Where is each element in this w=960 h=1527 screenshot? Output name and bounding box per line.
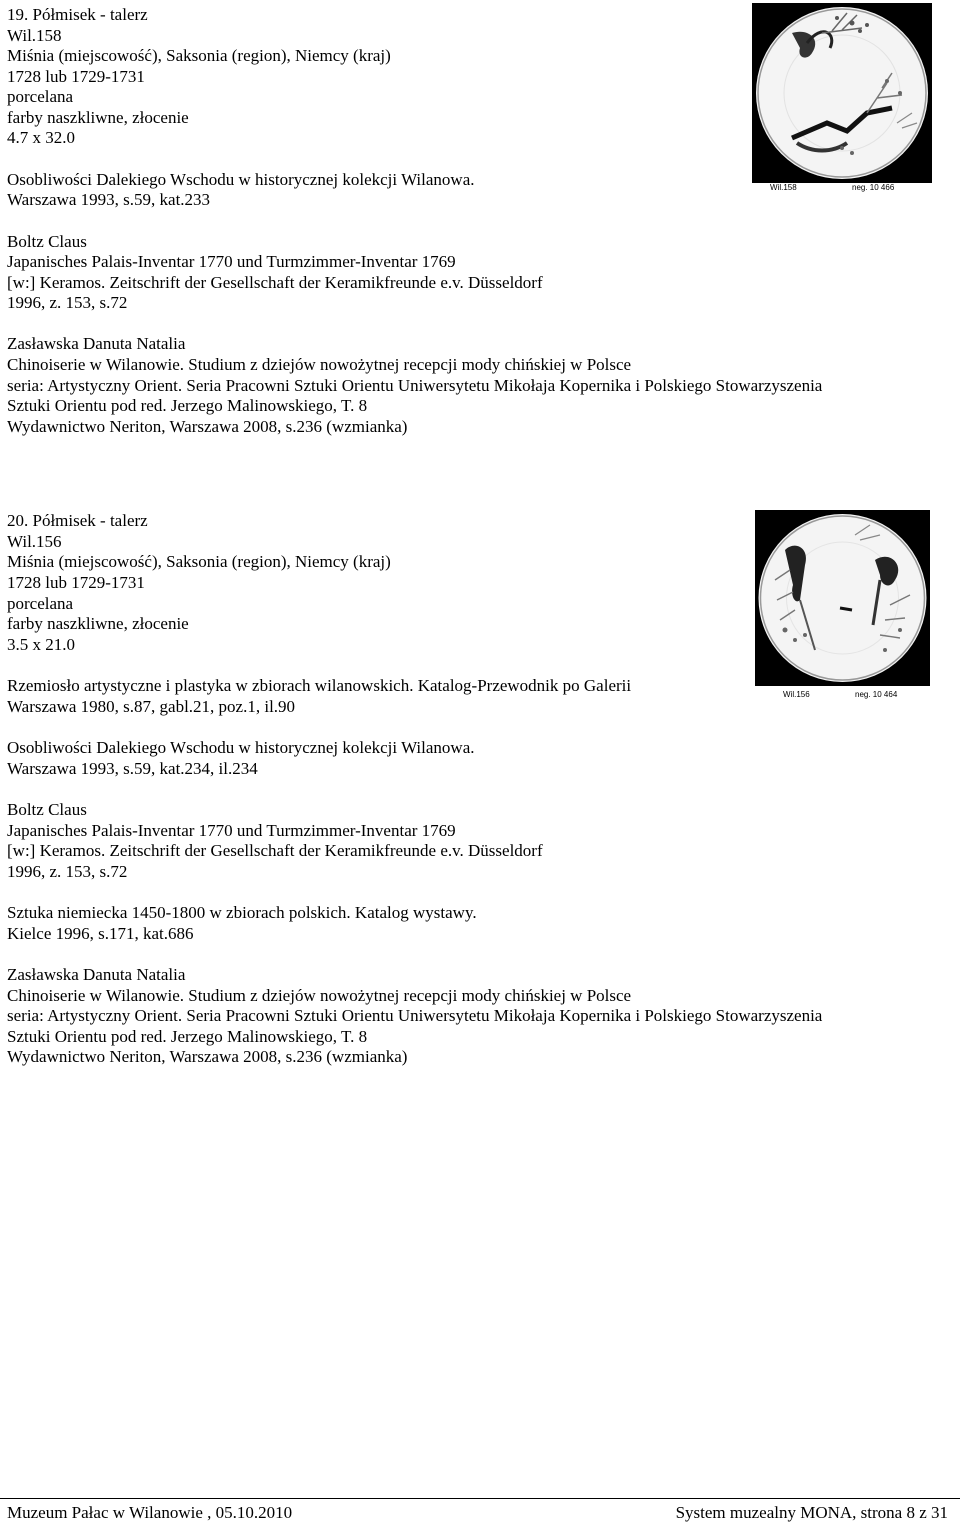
bibliography-line: seria: Artystyczny Orient. Seria Pracowni Sztuki Orientu Uniwersytetu Mikołaja Kopernika i Polskiego Stowarzyszenia — [7, 1006, 823, 1025]
photo-negative-label: neg. 10 464 — [855, 690, 898, 699]
bibliography-line: seria: Artystyczny Orient. Seria Pracowni Sztuki Orientu Uniwersytetu Mikołaja Kopernika i Polskiego Stowarzyszenia — [7, 376, 823, 395]
footer-divider — [0, 1498, 960, 1499]
footer-right: System muzealny MONA, strona 8 z 31 — [675, 1503, 948, 1522]
bibliography-line: Sztuka niemiecka 1450-1800 w zbiorach polskich. Katalog wystawy. — [7, 903, 477, 922]
bibliography-line: Zasławska Danuta Natalia — [7, 965, 186, 984]
bibliography-line: Chinoiserie w Wilanowie. Studium z dziejów nowożytnej recepcji mody chińskiej w Polsce — [7, 355, 632, 374]
bibliography-line: Zasławska Danuta Natalia — [7, 334, 186, 353]
plate-image — [755, 510, 930, 686]
bibliography-line: Wydawnictwo Neriton, Warszawa 2008, s.236 (wzmianka) — [7, 1047, 408, 1066]
material: porcelana — [7, 87, 74, 106]
place-of-origin: Miśnia (miejscowość), Saksonia (region), Niemcy (kraj) — [7, 552, 391, 571]
entry-title: 19. Półmisek - talerz — [7, 5, 148, 24]
bibliography-line: [w:] Keramos. Zeitschrift der Gesellschaft der Keramikfreunde e.v. Düsseldorf — [7, 273, 543, 292]
bibliography-line: Warszawa 1980, s.87, gabl.21, poz.1, il.90 — [7, 697, 296, 716]
material: porcelana — [7, 594, 74, 613]
bibliography-line: Chinoiserie w Wilanowie. Studium z dziejów nowożytnej recepcji mody chińskiej w Polsce — [7, 986, 632, 1005]
bibliography-line: Sztuki Orientu pod red. Jerzego Malinowskiego, T. 8 — [7, 1027, 368, 1046]
dating: 1728 lub 1729-1731 — [7, 67, 145, 86]
inventory-number: Wil.156 — [7, 532, 62, 551]
bibliography-line: 1996, z. 153, s.72 — [7, 293, 128, 312]
technique: farby naszkliwne, złocenie — [7, 614, 189, 633]
bibliography-line: 1996, z. 153, s.72 — [7, 862, 128, 881]
dating: 1728 lub 1729-1731 — [7, 573, 145, 592]
plate-photo-wil156 — [755, 510, 930, 699]
bibliography-line: Boltz Claus — [7, 232, 87, 251]
bibliography-line: Warszawa 1993, s.59, kat.234, il.234 — [7, 759, 258, 778]
photo-negative-label: neg. 10 466 — [852, 183, 895, 192]
bibliography-line: Japanisches Palais-Inventar 1770 und Turmzimmer-Inventar 1769 — [7, 252, 456, 271]
photo-inventory-label: Wil.158 — [770, 183, 797, 192]
bibliography-line: Sztuki Orientu pod red. Jerzego Malinowskiego, T. 8 — [7, 396, 368, 415]
bibliography-line: Japanisches Palais-Inventar 1770 und Turmzimmer-Inventar 1769 — [7, 821, 456, 840]
photo-inventory-label: Wil.156 — [783, 690, 810, 699]
dimensions: 4.7 x 32.0 — [7, 128, 75, 147]
bibliography-line: Osobliwości Dalekiego Wschodu w historycznej kolekcji Wilanowa. — [7, 738, 475, 757]
footer-left: Muzeum Pałac w Wilanowie , 05.10.2010 — [7, 1503, 293, 1522]
dimensions: 3.5 x 21.0 — [7, 635, 75, 654]
bibliography-line: [w:] Keramos. Zeitschrift der Gesellschaft der Keramikfreunde e.v. Düsseldorf — [7, 841, 543, 860]
entry-title: 20. Półmisek - talerz — [7, 511, 148, 530]
bibliography-line: Rzemiosło artystyczne i plastyka w zbiorach wilanowskich. Katalog-Przewodnik po Galerii — [7, 676, 632, 695]
bibliography-line: Warszawa 1993, s.59, kat.233 — [7, 190, 211, 209]
bibliography-line: Wydawnictwo Neriton, Warszawa 2008, s.236 (wzmianka) — [7, 417, 408, 436]
plate-image — [752, 3, 932, 183]
place-of-origin: Miśnia (miejscowość), Saksonia (region), Niemcy (kraj) — [7, 46, 391, 65]
bibliography-line: Osobliwości Dalekiego Wschodu w historycznej kolekcji Wilanowa. — [7, 170, 475, 189]
plate-photo-wil158 — [752, 3, 932, 192]
technique: farby naszkliwne, złocenie — [7, 108, 189, 127]
bibliography-line: Boltz Claus — [7, 800, 87, 819]
inventory-number: Wil.158 — [7, 26, 62, 45]
bibliography-line: Kielce 1996, s.171, kat.686 — [7, 924, 194, 943]
